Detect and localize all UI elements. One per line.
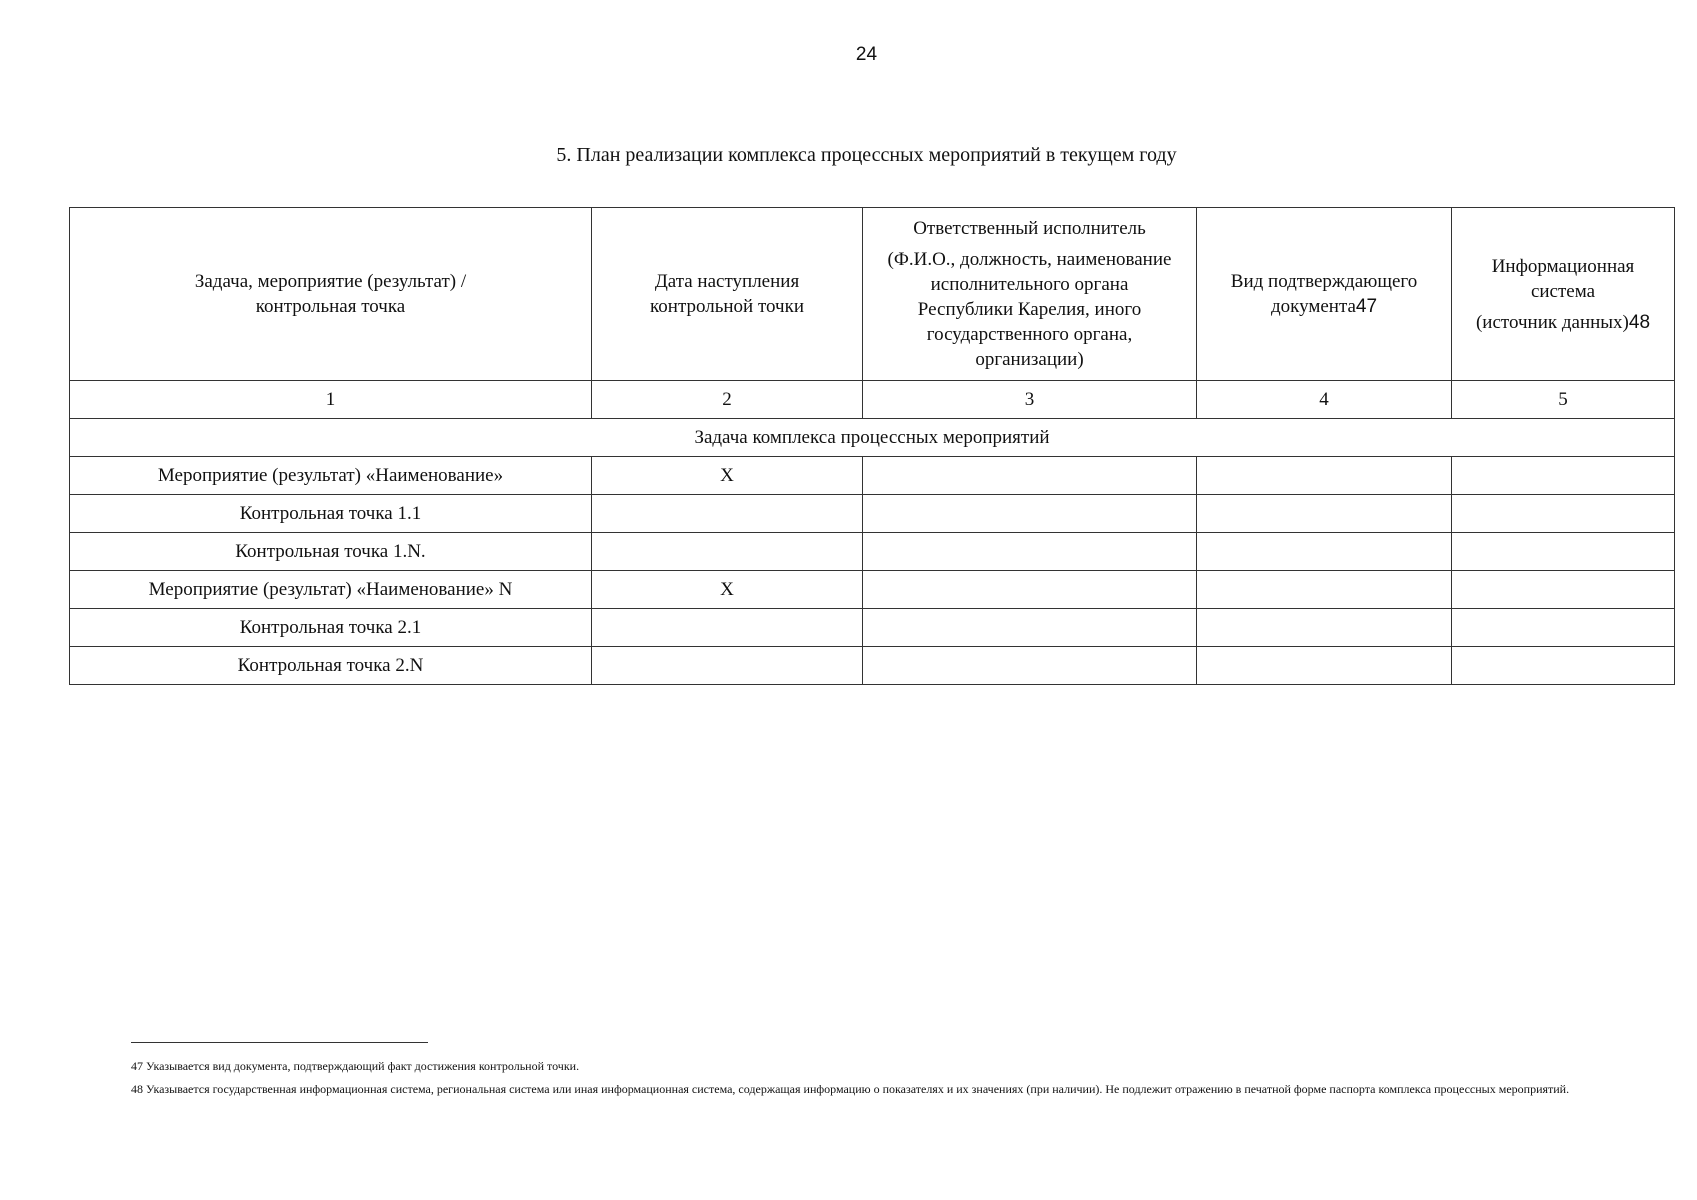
page-number: 24 [855,44,878,65]
column-number: 3 [863,381,1197,419]
row-executor-cell [863,647,1197,685]
section-title: 5. План реализации комплекса процессных мероприятий в текущем году [556,144,1177,166]
row-date-cell [592,533,863,571]
row-executor-cell [863,495,1197,533]
header-executor-line: организации) [975,349,1084,370]
row-name-cell: Контрольная точка 1.N. [70,533,592,571]
header-system-line [1460,310,1666,335]
table-row [70,457,1675,495]
header-executor-line: Ответственный исполнитель [913,218,1146,239]
table-row [70,533,1675,571]
row-system-cell [1452,571,1675,609]
row-name-cell: Контрольная точка 2.1 [70,609,592,647]
header-executor-line: Республики Карелия, иного [917,299,1142,320]
row-system-cell [1452,533,1675,571]
row-document-cell [1197,495,1452,533]
row-name-cell: Мероприятие (результат) «Наименование» N [70,571,592,609]
header-date-line: Дата наступления [654,271,800,292]
footnote-text: Указывается государственная информационная система, региональная система или иная информационная система, содержащая информацию о показателях и их значениях (при наличии). Не подлежит отражению в печатной форме паспорта комплекса процессных мероприятий. [146,1082,1570,1096]
header-task-line: Задача, мероприятие (результат) / [194,271,467,292]
header-document-line [1205,294,1443,319]
table-row [70,571,1675,609]
task-row [70,419,1675,457]
header-task [70,208,592,381]
footnote-ref-47: 47 [1355,296,1378,317]
row-document-cell [1197,609,1452,647]
row-system-cell [1452,495,1675,533]
header-system-text: (источник данных) [1475,311,1629,333]
footnote-number: 47 [131,1059,143,1073]
row-system-cell [1452,609,1675,647]
header-document [1197,208,1452,381]
row-executor-cell [863,533,1197,571]
row-date-cell [592,609,863,647]
row-system-cell [1452,647,1675,685]
row-system-cell [1452,457,1675,495]
row-date-cell [592,495,863,533]
row-document-cell [1197,647,1452,685]
header-document-text: документа [1270,296,1356,317]
column-number: 2 [592,381,863,419]
table-header-row [70,208,1675,381]
footnote-47 [131,1055,1641,1078]
row-name-cell: Контрольная точка 1.1 [70,495,592,533]
header-executor-line: государственного органа, [926,324,1133,345]
column-number-row [70,381,1675,419]
header-executor-line: (Ф.И.О., должность, наименование [887,249,1172,270]
row-executor-cell [863,609,1197,647]
row-name-cell: Мероприятие (результат) «Наименование» [70,457,592,495]
footnotes [131,1055,1641,1101]
row-date-cell: X [592,571,863,609]
footnote-ref-48: 48 [1628,311,1651,333]
plan-table [69,207,1675,685]
header-system-line: Информационная [1491,255,1635,277]
header-document-line: Вид подтверждающего [1230,271,1418,292]
header-executor-line: исполнительного органа [930,274,1129,295]
column-number: 4 [1197,381,1452,419]
footnote-number: 48 [131,1082,143,1096]
footnote-text: Указывается вид документа, подтверждающий факт достижения контрольной точки. [146,1059,580,1073]
footnote-48 [131,1078,1641,1101]
column-number: 5 [1452,381,1675,419]
header-task-line: контрольная точка [255,296,406,317]
table-row [70,609,1675,647]
header-system [1452,208,1675,381]
row-executor-cell [863,571,1197,609]
row-document-cell [1197,457,1452,495]
column-number: 1 [70,381,592,419]
header-system-line: система [1530,280,1596,302]
row-document-cell [1197,571,1452,609]
row-executor-cell [863,457,1197,495]
footnote-divider [131,1042,428,1043]
row-document-cell [1197,533,1452,571]
header-executor [863,208,1197,381]
table-row [70,647,1675,685]
table-row [70,495,1675,533]
header-date [592,208,863,381]
row-name-cell: Контрольная точка 2.N [70,647,592,685]
row-date-cell [592,647,863,685]
task-row-cell: Задача комплекса процессных мероприятий [70,419,1675,457]
header-date-line: контрольной точки [650,296,804,317]
row-date-cell: X [592,457,863,495]
